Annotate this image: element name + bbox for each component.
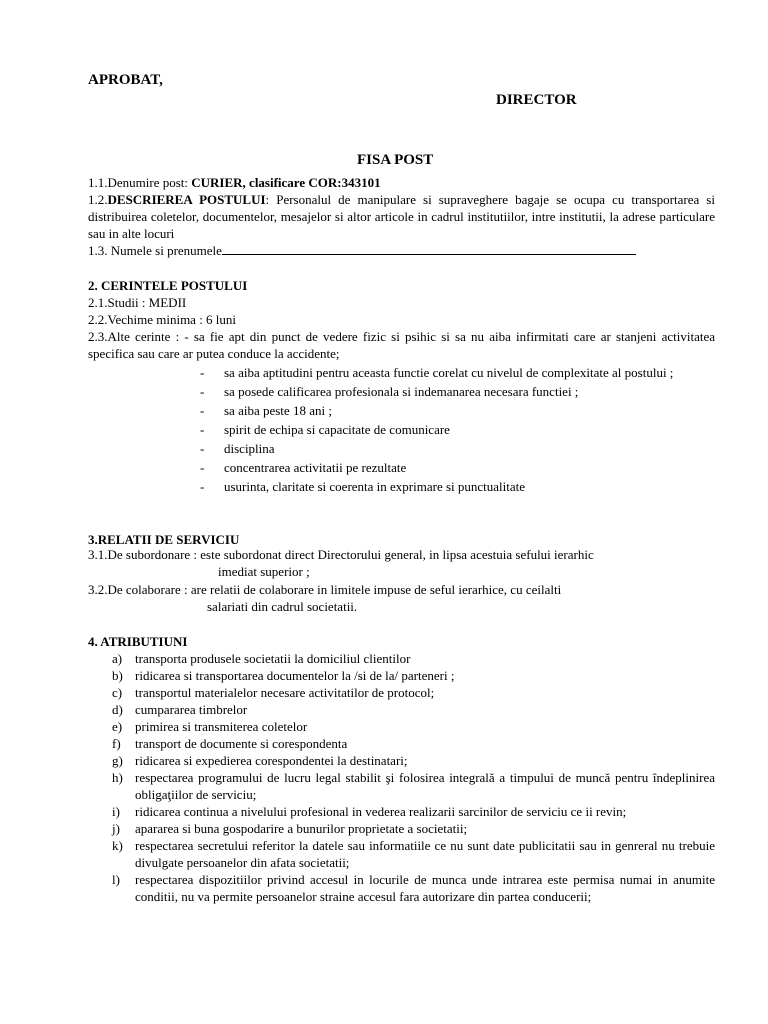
subordination-line: 3.1.De subordonare : este subordonat direct Directorului general, in lipsa acestuia sefului ierarhic xyxy=(88,547,594,562)
duties-list xyxy=(112,650,715,905)
item-letter: a) xyxy=(112,651,123,666)
list-item-text: sa posede calificarea profesionala si indemanarea necesara functiei ; xyxy=(224,384,579,399)
item-letter: f) xyxy=(112,736,121,751)
list-item-text: transportul materialelor necesare activitatilor de protocol; xyxy=(135,685,435,700)
list-item xyxy=(112,684,715,701)
list-item xyxy=(112,837,715,871)
item-letter: i) xyxy=(112,804,120,819)
list-item xyxy=(200,440,715,457)
requirements-heading: 2. CERINTELE POSTULUI xyxy=(88,278,248,293)
list-item xyxy=(112,650,715,667)
list-item xyxy=(112,735,715,752)
duties-heading: 4. ATRIBUTIUNI xyxy=(88,634,188,649)
list-item-text: ridicarea continua a nivelului profesional in vederea realizarii sarcinilor de serviciu ce ii revin; xyxy=(135,804,627,819)
list-item-text: spirit de echipa si capacitate de comunicare xyxy=(224,422,450,437)
list-item xyxy=(200,402,715,419)
list-item xyxy=(200,459,715,476)
list-item xyxy=(112,701,715,718)
item-letter: c) xyxy=(112,685,123,700)
item-letter: d) xyxy=(112,702,123,717)
list-item-text: sa aiba aptitudini pentru aceasta functie corelat cu nivelul de complexitate al postului ; xyxy=(224,365,674,380)
list-item xyxy=(112,718,715,735)
employee-name-label: 1.3. Numele si prenumele xyxy=(88,243,222,258)
item-letter: g) xyxy=(112,753,123,768)
dash-bullet: - xyxy=(200,479,205,494)
list-item xyxy=(112,803,715,820)
list-item-text: ridicarea si transportarea documentelor la /si de la/ parteneri ; xyxy=(135,668,455,683)
list-item-text: apararea si buna gospodarire a bunurilor proprietate a societatii; xyxy=(135,821,468,836)
employee-name-line xyxy=(88,242,715,259)
item-letter: l) xyxy=(112,872,120,887)
post-description-number: 1.2. xyxy=(88,192,108,207)
list-item xyxy=(112,752,715,769)
employee-name-blank xyxy=(222,242,636,255)
collaboration-line-continued: salariati din cadrul societatii. xyxy=(207,599,358,614)
post-description-text: : Personalul de manipulare si supraveghere bagaje se ocupa cu transportarea si distribuirea coletelor, documentelor, mesajelor si altor articole in cadrul institutiilor, intre institutii, la adrese particulare sau in alte locuri xyxy=(88,192,715,241)
list-item xyxy=(112,769,715,803)
dash-bullet: - xyxy=(200,460,205,475)
list-item-text: cumpararea timbrelor xyxy=(135,702,248,717)
document-title: FISA POST xyxy=(357,152,434,168)
list-item xyxy=(200,364,715,381)
dash-bullet: - xyxy=(200,403,205,418)
requirements-list xyxy=(200,364,715,497)
list-item-text: respectarea secretului referitor la datele sau informatiile ce nu sunt date publicitatii sau in genreral nu trebuie divulgate persoanelor din afata societatii; xyxy=(135,838,715,870)
list-item-text: concentrarea activitatii pe rezultate xyxy=(224,460,407,475)
item-letter: e) xyxy=(112,719,123,734)
list-item-text: transport de documente si corespondenta xyxy=(135,736,348,751)
seniority-line: 2.2.Vechime minima : 6 luni xyxy=(88,312,237,327)
item-letter: h) xyxy=(112,770,123,785)
item-letter: k) xyxy=(112,838,123,853)
list-item-text: disciplina xyxy=(224,441,275,456)
list-item xyxy=(112,667,715,684)
post-name-label: 1.1.Denumire post: xyxy=(88,175,192,190)
post-name-line xyxy=(88,174,715,191)
other-requirements-intro: 2.3.Alte cerinte : - sa fie apt din punct de vedere fizic si psihic si sa nu aiba infirmitati care ar stanjeni activitatea specifica sau care ar putea conduce la accidente; xyxy=(88,329,715,361)
item-letter: b) xyxy=(112,668,123,683)
list-item-text: sa aiba peste 18 ani ; xyxy=(224,403,332,418)
subordination-line-continued: imediat superior ; xyxy=(218,564,310,579)
list-item xyxy=(200,383,715,400)
director-label: DIRECTOR xyxy=(496,92,577,108)
dash-bullet: - xyxy=(200,422,205,437)
dash-bullet: - xyxy=(200,365,205,380)
service-relations-heading: 3.RELATII DE SERVICIU xyxy=(88,532,240,547)
list-item-text: respectarea dispozitiilor privind accesul in locurile de munca unde intrarea este permisa numai in anumite conditii, nu va permite persoanelor straine accesul fara autorizare din partea conducerii; xyxy=(135,872,715,904)
list-item xyxy=(112,820,715,837)
post-name-value: CURIER, clasificare COR:343101 xyxy=(191,175,381,190)
list-item-text: primirea si transmiterea coletelor xyxy=(135,719,308,734)
dash-bullet: - xyxy=(200,441,205,456)
list-item-text: transporta produsele societatii la domiciliul clientilor xyxy=(135,651,411,666)
dash-bullet: - xyxy=(200,384,205,399)
collaboration-line: 3.2.De colaborare : are relatii de colaborare in limitele impuse de seful ierarhice, cu ceilalti xyxy=(88,582,562,597)
list-item-text: respectarea programului de lucru legal stabilit şi folosirea integrală a timpului de muncă pentru îndeplinirea obligaţiilor de serviciu; xyxy=(135,770,715,802)
post-description xyxy=(88,191,715,242)
list-item xyxy=(200,478,715,495)
list-item xyxy=(112,871,715,905)
list-item-text: ridicarea si expedierea corespondentei la destinatari; xyxy=(135,753,408,768)
list-item-text: usurinta, claritate si coerenta in exprimare si punctualitate xyxy=(224,479,526,494)
approved-label: APROBAT, xyxy=(88,72,163,88)
studies-line: 2.1.Studii : MEDII xyxy=(88,295,187,310)
item-letter: j) xyxy=(112,821,120,836)
post-description-label: DESCRIEREA POSTULUI xyxy=(107,192,266,207)
list-item xyxy=(200,421,715,438)
